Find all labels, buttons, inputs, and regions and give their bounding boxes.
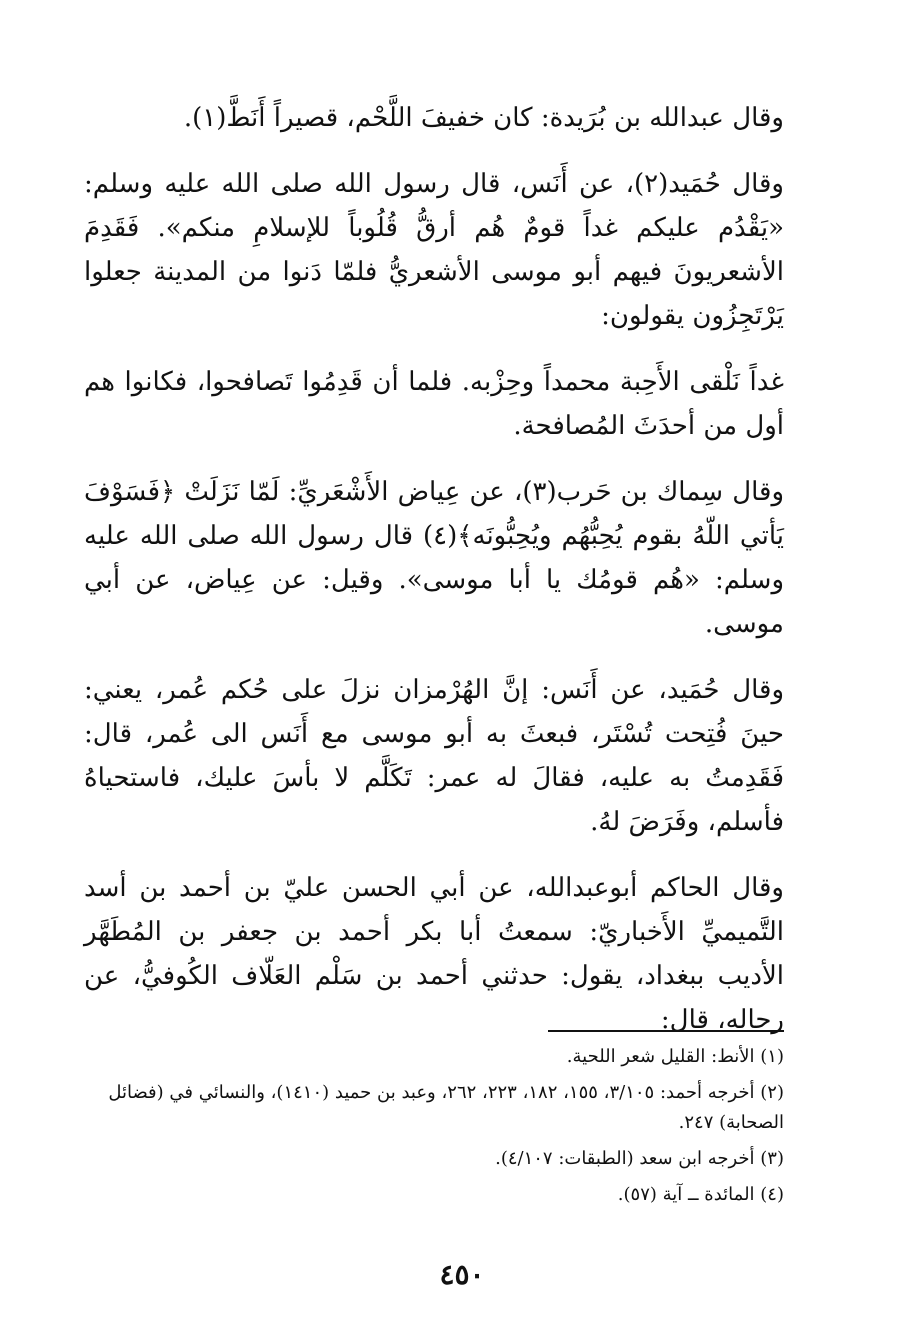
- main-text: [84, 96, 784, 1064]
- paragraph-3: غداً نَلْقى الأَحِبة محمداً وحِزْبه. فلما أن قَدِمُوا تَصافحوا، فكانوا هم أول من أحدَثَ المُصافحة.: [84, 367, 784, 441]
- paragraph-1: وقال عبدالله بن بُرَيدة: كان خفيفَ اللَّحْم، قصيراً أَنَطَّ(١).: [183, 103, 784, 133]
- footnote-1: (١) الأنط: القليل شعر اللحية.: [566, 1046, 784, 1067]
- footnote-2: (٢) أخرجه أحمد: ٣/١٠٥، ١٥٥، ١٨٢، ٢٢٣، ٢٦٢، وعبد بن حميد (١٤١٠)، والنسائي في (فضائل الصحابة) ٢٤٧.: [108, 1082, 784, 1133]
- footnote-4: (٤) المائدة ــ آية (٥٧).: [617, 1184, 784, 1205]
- paragraph-6: وقال الحاكم أبوعبدالله، عن أبي الحسن عليّ بن أحمد بن أسد التَّميميِّ الأَخباريّ: سمعتُ أبا بكر أحمد بن جعفر بن المُطَهَّر الأديب ببغداد، يقول: حدثني أحمد بن سَلْم العَلّاف الكُوفيُّ، عن رجاله، قال:: [84, 873, 784, 1035]
- footnote-divider: [548, 1030, 784, 1032]
- footnote-3: (٣) أخرجه ابن سعد (الطبقات: ٤/١٠٧).: [495, 1148, 784, 1169]
- footnotes: [84, 1042, 784, 1216]
- paragraph-2: وقال حُمَيد(٢)، عن أَنَس، قال رسول الله صلى الله عليه وسلم: «يَقْدُم عليكم غداً قومٌ هُم أرقُّ قُلُوباً للإسلامِ منكم». فَقَدِمَ الأشعريونَ فيهم أبو موسى الأشعريُّ فلمّا دَنوا من المدينة جعلوا يَرْتَجِزُون يقولون:: [84, 169, 784, 331]
- page-number: ٤٥٠: [439, 1258, 485, 1291]
- paragraph-5: وقال حُمَيد، عن أَنَس: إنَّ الهُرْمزان نزلَ على حُكم عُمر، يعني: حينَ فُتِحت تُسْتَر، فبعثَ به أبو موسى مع أَنَس الى عُمر، قال: فَقَدِمتُ به عليه، فقالَ له عمر: تَكَلَّم لا بأسَ عليك، فاستحياهُ فأسلم، وفَرَضَ لهُ.: [84, 675, 784, 837]
- paragraph-4: وقال سِماك بن حَرب(٣)، عن عِياض الأَشْعَريِّ: لَمّا نَزَلَتْ ﴿فَسَوْفَ يَأتي اللّهُ بقوم يُحِبُّهُم ويُحِبُّونَه﴾(٤) قال رسول الله صلى الله عليه وسلم: «هُم قومُك يا أبا موسى». وقيل: عن عِياض، عن أبي موسى.: [84, 477, 784, 639]
